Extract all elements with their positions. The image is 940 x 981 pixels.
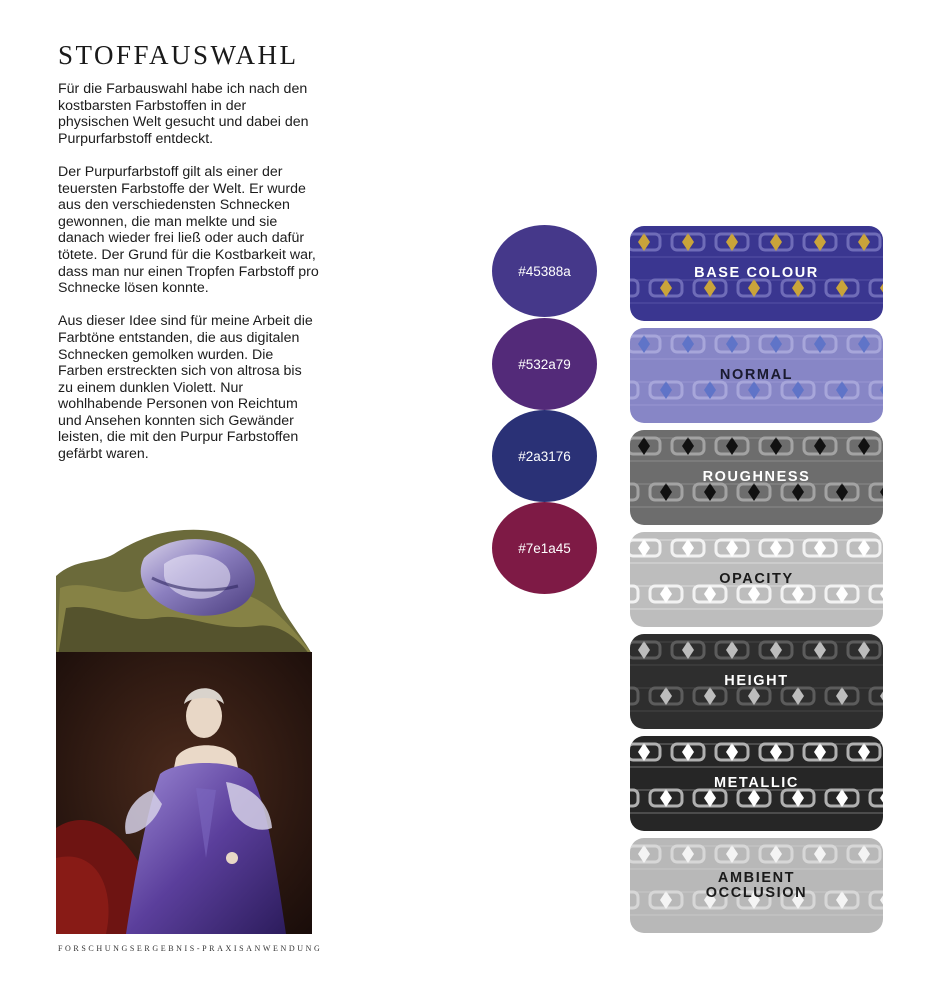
texture-map-label: OPACITY bbox=[719, 571, 794, 587]
footer-caption: FORSCHUNGSERGEBNIS-PRAXISANWENDUNG bbox=[58, 944, 323, 953]
color-swatch-45388a bbox=[492, 225, 597, 317]
color-swatch-2a3176 bbox=[492, 410, 597, 502]
texture-map-roughness bbox=[630, 430, 883, 525]
texture-map-opacity bbox=[630, 532, 883, 627]
snail-portrait-collage bbox=[56, 528, 312, 934]
texture-map-metallic bbox=[630, 736, 883, 831]
texture-map-label: METALLIC bbox=[713, 775, 800, 791]
swatch-hex-label: #7e1a45 bbox=[518, 540, 571, 556]
swatch-hex-label: #532a79 bbox=[518, 356, 571, 372]
texture-map-normal bbox=[630, 328, 883, 423]
paragraph-purpur: Der Purpurfarbstoff gilt als einer der teuersten Farbstoffe der Welt. Er wurde aus den verschiedensten Schnecken gewonnen, die man melkte und sie danach wieder frei ließ oder auch dafür tötete. Der Grund für die Kostbarkeit war, dass man nur einen Tropfen Farbstoff pro Schnecke lösen konnte. bbox=[58, 163, 319, 297]
texture-map-label: NORMAL bbox=[719, 367, 794, 383]
paragraph-idea: Aus dieser Idee sind für meine Arbeit die Farbtöne entstanden, die aus digitalen Schnecken gemolken wurden. Die Farben erstreckten sich von altrosa bis zu einem dunklen Violett. Nur wohlhabende Personen von Reichtum und Ansehen konnten sich Gewänder leisten, die mit den Purpur Farbstoffen gefärbt waren. bbox=[58, 313, 313, 463]
body-text bbox=[58, 81, 320, 479]
texture-map-label: AMBIENT OCCLUSION bbox=[705, 869, 808, 901]
swatch-hex-label: #2a3176 bbox=[518, 448, 571, 464]
texture-map-label: BASE COLOUR bbox=[694, 265, 819, 281]
texture-map-label: HEIGHT bbox=[724, 673, 789, 689]
texture-map-height bbox=[630, 634, 883, 729]
page-title: STOFFAUSWAHL bbox=[58, 40, 299, 70]
color-swatch-532a79 bbox=[492, 318, 597, 410]
color-swatch-7e1a45 bbox=[492, 502, 597, 594]
texture-map-label: ROUGHNESS bbox=[702, 469, 811, 485]
paragraph-intro: Für die Farbauswahl habe ich nach den kostbarsten Farbstoffen in der physischen Welt gesucht und dabei den Purpurfarbstoff entdeckt. bbox=[58, 81, 309, 147]
texture-map-base-colour bbox=[630, 226, 883, 321]
texture-map-ambient-occlusion bbox=[630, 838, 883, 933]
swatch-hex-label: #45388a bbox=[518, 263, 571, 279]
